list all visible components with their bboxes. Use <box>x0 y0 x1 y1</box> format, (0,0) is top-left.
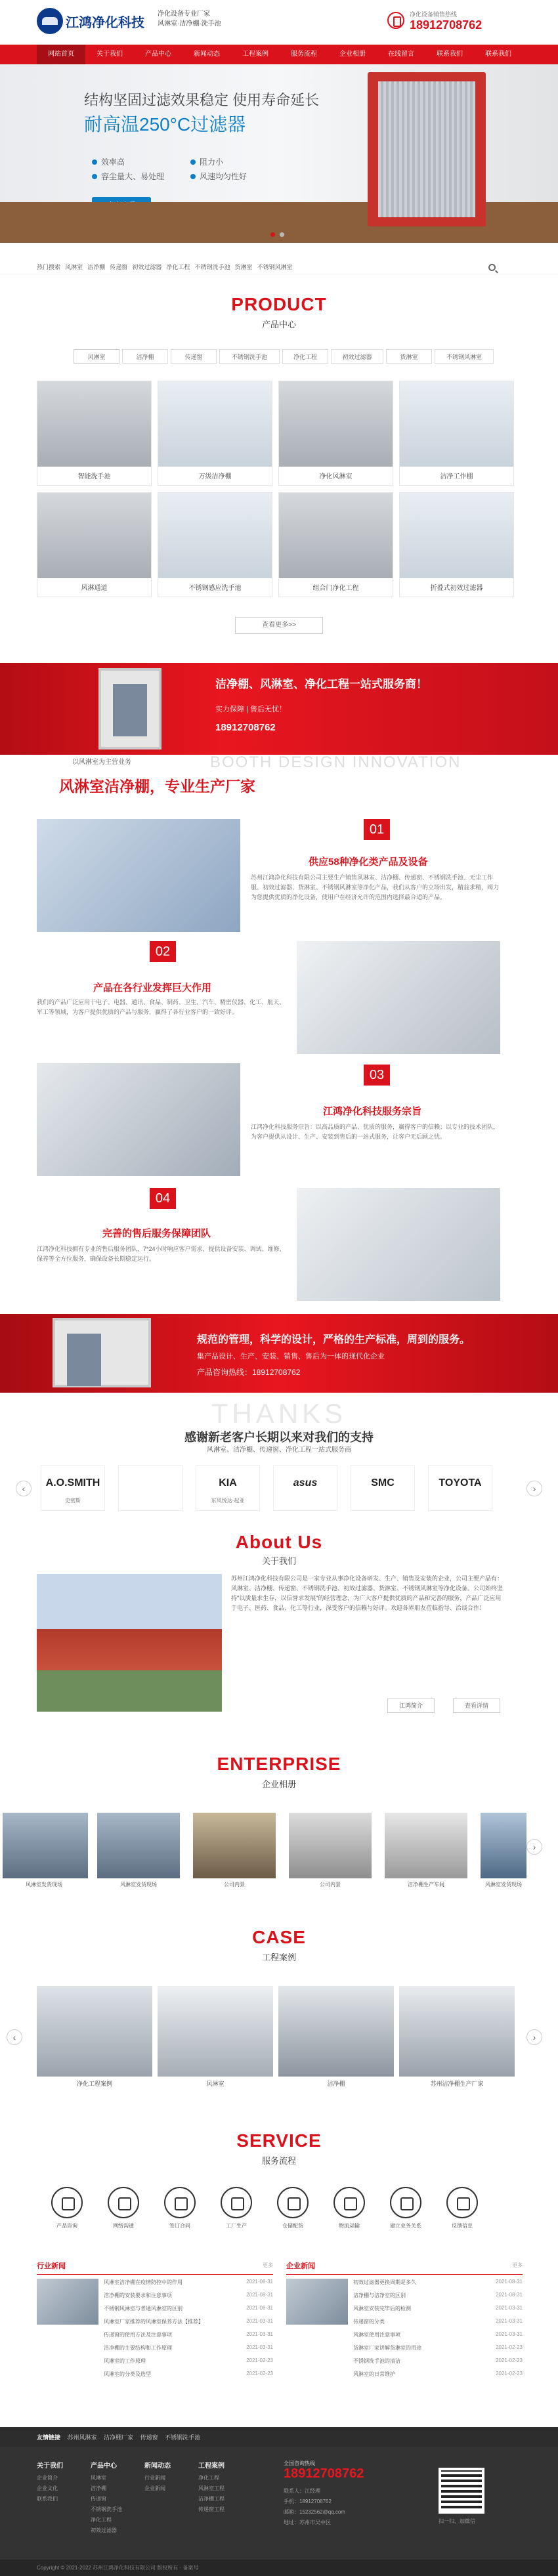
case-subtitle: 工程案例 <box>261 1953 296 1962</box>
company-building-image <box>37 1574 222 1712</box>
main-nav <box>0 45 558 64</box>
filter-media <box>378 81 475 217</box>
about-detail-button[interactable]: 查看详情 <box>453 1699 500 1713</box>
client-logo-card[interactable] <box>196 1465 260 1511</box>
footer-link[interactable]: 传递窗工程 <box>198 2506 225 2512</box>
chevron-right-icon[interactable]: › <box>526 1839 542 1855</box>
chevron-left-icon[interactable]: ‹ <box>7 2029 22 2045</box>
service-step <box>47 2187 87 2233</box>
footer-link[interactable]: 初效过滤器 <box>91 2527 117 2533</box>
hot-tag[interactable]: 传递窗 <box>110 264 128 270</box>
news-right-image[interactable] <box>286 2279 348 2325</box>
feature-image <box>297 941 500 1054</box>
slogan-line-1: 净化设备专业厂家 <box>158 11 210 18</box>
tab-product[interactable]: 净化工程 <box>282 349 328 364</box>
service-title: SERVICE <box>236 2130 322 2151</box>
thanks-subtitle: 风淋室、洁净棚、传递窗、净化工程一站式服务商 <box>207 1446 351 1454</box>
nav-home[interactable]: 网站首页 <box>37 45 85 64</box>
album-caption: 公司内景 <box>320 1882 341 1888</box>
slogan <box>158 9 249 29</box>
feature-title: 产品在各行业发挥巨大作用 <box>93 982 212 994</box>
album-image <box>97 1813 180 1878</box>
booth-title: 风淋室洁净棚，专业生产厂家 <box>59 778 255 795</box>
footer-contact: 联系人：江经理 <box>284 2488 320 2494</box>
tab-product[interactable]: 货淋室 <box>386 349 432 364</box>
nav-news[interactable]: 新闻动态 <box>194 51 220 58</box>
feature-number: 02 <box>150 941 176 962</box>
service-step <box>273 2187 312 2233</box>
nav-contact-2[interactable]: 联系我们 <box>485 51 511 58</box>
product-name: 不锈钢感应洗手池 <box>188 585 242 592</box>
footer-link[interactable]: 企业简介 <box>37 2475 58 2481</box>
booth-english-title: BOOTH DESIGN INNOVATION <box>210 753 461 771</box>
news-item[interactable]: 风淋室洁净棚在疫情防控中的作用 2021-08-31 <box>104 2279 273 2285</box>
friend-link[interactable]: 传递窗 <box>140 2434 158 2441</box>
product-tabs <box>74 349 494 365</box>
album-card[interactable] <box>97 1813 180 1891</box>
service-step <box>217 2187 256 2233</box>
product-image <box>400 493 513 578</box>
footer-col-title[interactable]: 工程案例 <box>198 2462 225 2470</box>
banner-line-2: 耐高温250°C过滤器 <box>84 114 246 135</box>
banner-dot[interactable] <box>280 232 284 237</box>
product-image <box>37 493 151 578</box>
footer-link[interactable]: 企业新闻 <box>144 2485 165 2491</box>
client-name: 史密斯 <box>65 1498 81 1504</box>
nav-message[interactable]: 在线留言 <box>388 51 414 58</box>
footer-link[interactable]: 洁净棚 <box>91 2485 106 2491</box>
hero-banner[interactable] <box>0 64 558 243</box>
handshake-icon <box>390 2187 421 2218</box>
album-card[interactable] <box>385 1813 467 1891</box>
feature-title: 江鸿净化科技服务宗旨 <box>323 1106 422 1117</box>
clean-booth-image <box>53 1318 151 1387</box>
album-image <box>289 1813 372 1878</box>
hot-tag[interactable]: 不锈钢风淋室 <box>257 264 293 270</box>
service-step <box>104 2187 143 2233</box>
album-card[interactable] <box>1 1813 87 1891</box>
album-caption: 洁净棚生产车间 <box>408 1882 444 1888</box>
nav-album[interactable]: 企业相册 <box>339 51 366 58</box>
service-step <box>160 2187 200 2233</box>
factory-icon <box>221 2187 252 2218</box>
footer-link[interactable]: 行业新闻 <box>144 2475 165 2481</box>
service-step-label: 网络沟通 <box>113 2223 134 2229</box>
feature-text: 我们的产品广泛应用于电子、电器、通讯、食品、制药、卫生、汽车、精密仪器、化工、航天、军工等领域，为客户提供优质的产品与服务，赢得了各行业客户的一致好评。 <box>37 999 286 1015</box>
news-left-title: 行业新闻 <box>37 2262 66 2270</box>
booth-subtitle: 以风淋室为主营业务 <box>72 759 131 766</box>
case-caption: 洁净棚 <box>327 2080 345 2087</box>
client-logo: SMC <box>371 1477 395 1489</box>
news-item[interactable]: 洁净棚与洁净室的区别 2021-08-31 <box>353 2292 523 2298</box>
friend-links-bar <box>0 2427 558 2447</box>
promo-headline: 洁净棚、风淋室、净化工程一站式服务商！ <box>215 678 427 690</box>
footer-link[interactable]: 不锈钢洗手池 <box>91 2506 122 2512</box>
footer-link[interactable]: 净化工程 <box>91 2517 112 2523</box>
feature-title: 供应58种净化类产品及设备 <box>309 856 428 868</box>
chat-icon <box>108 2187 139 2218</box>
album-caption: 风淋室发货现场 <box>26 1882 62 1888</box>
thanks-english: THANKS <box>211 1398 347 1429</box>
product-image <box>158 493 272 578</box>
consult-icon <box>51 2187 83 2218</box>
friend-link[interactable]: 洁净棚厂家 <box>104 2434 134 2441</box>
news-item[interactable]: 传递窗的使用方法及注意事项 2021-03-31 <box>104 2331 273 2338</box>
product-card[interactable] <box>278 492 393 597</box>
album-image <box>385 1813 467 1878</box>
product-card[interactable] <box>278 381 393 486</box>
news-left-more[interactable]: 更多 <box>263 2262 273 2268</box>
news-item[interactable]: 洁净棚的主要结构和工作原理 2021-03-31 <box>104 2344 273 2351</box>
product-name: 万级洁净棚 <box>198 473 232 480</box>
client-logo: KIA <box>219 1477 237 1489</box>
bullet-icon <box>92 174 97 179</box>
product-name: 风淋通道 <box>81 585 108 592</box>
client-logo-card[interactable] <box>273 1465 337 1511</box>
hot-tag[interactable]: 风淋室 <box>65 264 83 270</box>
product-card[interactable] <box>399 381 514 486</box>
news-item[interactable]: 风淋室的分类及选型 2021-02-23 <box>104 2371 273 2377</box>
product-image <box>37 381 151 467</box>
banner-line-1: 结构坚固过滤效果稳定 使用寿命延长 <box>84 92 320 108</box>
client-logo: asus <box>293 1477 318 1489</box>
footer-hotline: 18912708762 <box>284 2466 364 2481</box>
album-caption: 公司内景 <box>224 1882 245 1888</box>
warehouse-icon <box>277 2187 309 2218</box>
truck-icon <box>333 2187 365 2218</box>
news-right-header <box>286 2260 523 2275</box>
footer-col-title[interactable]: 关于我们 <box>37 2462 63 2470</box>
bullet-icon <box>190 159 196 165</box>
promo-subline: 实力保障 | 售后无忧！ <box>215 706 286 713</box>
product-card[interactable] <box>158 381 272 486</box>
footer-link[interactable]: 风淋室 <box>91 2475 106 2481</box>
album-image <box>193 1813 276 1878</box>
client-logo: A.O.SMITH <box>45 1477 100 1489</box>
bullet-icon <box>92 159 97 165</box>
tab-product[interactable]: 不锈钢洗手池 <box>219 349 280 364</box>
product-card[interactable] <box>399 492 514 597</box>
hotline-number: 18912708762 <box>410 18 483 32</box>
service-step-label: 仓储配货 <box>282 2223 303 2229</box>
product-image <box>158 381 272 467</box>
feature-image <box>297 1188 500 1301</box>
product-card[interactable] <box>37 492 152 597</box>
case-image <box>278 1986 394 2077</box>
service-step <box>330 2187 369 2233</box>
friend-links-label: 友情链接 <box>37 2434 61 2441</box>
product-image <box>279 381 393 467</box>
service-step-label: 工厂生产 <box>226 2223 247 2229</box>
case-image <box>158 1986 273 2077</box>
service-step-label: 产品咨询 <box>56 2223 77 2229</box>
case-card[interactable] <box>399 1986 515 2091</box>
case-caption: 苏州洁净棚生产厂家 <box>430 2080 484 2087</box>
album-image <box>481 1813 526 1878</box>
contract-icon <box>164 2187 196 2218</box>
logo-icon[interactable] <box>37 8 63 34</box>
banner-dot-active[interactable] <box>270 232 275 237</box>
feature-number: 04 <box>150 1188 176 1209</box>
news-left-header <box>37 2260 273 2275</box>
service-step <box>442 2187 482 2233</box>
feature-text: 江鸿净化科技拥有专业的售后服务团队，7*24小时响应客户需求，提供设备安装、调试、维修、保养等全方位服务，确保设备长期稳定运行。 <box>37 1246 286 1262</box>
feature-number: 03 <box>364 1065 390 1086</box>
friend-link[interactable]: 不锈钢洗手池 <box>165 2434 201 2441</box>
enterprise-subtitle: 企业相册 <box>261 1779 296 1789</box>
hot-tag[interactable]: 初效过滤器 <box>132 264 162 270</box>
copyright: Copyright © 2021-2022 苏州江鸿净化科技有限公司 版权所有 · 备案号 <box>0 2560 558 2576</box>
case-image <box>399 1986 515 2077</box>
album-card[interactable] <box>193 1813 276 1891</box>
footer-contact: 手机：18912708762 <box>284 2499 332 2504</box>
client-name: 东风悦达·起亚 <box>211 1498 245 1504</box>
album-card[interactable] <box>481 1813 526 1891</box>
site-header <box>0 0 558 45</box>
slogan-line-2: 风淋室·洁净棚·洗手池 <box>158 20 221 28</box>
footer-hotline-label: 全国咨询热线 <box>284 2460 315 2466</box>
hot-tag[interactable]: 洁净棚 <box>87 264 106 270</box>
case-card[interactable] <box>278 1986 394 2091</box>
case-card[interactable] <box>37 1986 152 2091</box>
feature-image <box>37 1063 240 1176</box>
footer-link[interactable]: 联系我们 <box>37 2496 58 2502</box>
case-title: CASE <box>252 1927 306 1947</box>
tab-product[interactable]: 传递窗 <box>171 349 217 364</box>
album-image <box>3 1813 88 1878</box>
nav-cases[interactable]: 工程案例 <box>242 51 268 58</box>
air-shower-image <box>98 668 161 750</box>
product-name: 智能洗手池 <box>77 473 111 480</box>
tab-product[interactable]: 风淋室 <box>74 349 119 364</box>
case-image <box>37 1986 152 2077</box>
search-icon[interactable] <box>488 264 496 271</box>
nav-service[interactable]: 服务流程 <box>291 51 317 58</box>
promo-phone: 18912708762 <box>215 722 276 733</box>
values-subline: 集产品设计、生产、安装、销售、售后为一体的现代化企业 <box>197 1353 385 1361</box>
service-subtitle: 服务流程 <box>261 2156 296 2166</box>
news-item[interactable]: 洁净棚的安装要求和注意事项 2021-08-31 <box>104 2292 273 2298</box>
values-headline: 规范的管理，科学的设计，严格的生产标准，周到的服务。 <box>197 1334 471 1345</box>
nav-contact[interactable]: 联系我们 <box>437 51 463 58</box>
service-step-label: 建立业务关系 <box>390 2223 421 2229</box>
service-step-label: 反馈信息 <box>452 2223 473 2229</box>
tab-product[interactable]: 不锈钢风淋室 <box>435 349 494 364</box>
banner-feature: 容尘量大、易处理 <box>92 171 164 182</box>
client-logo-card[interactable] <box>118 1465 182 1511</box>
footer-link[interactable]: 净化工程 <box>198 2475 219 2481</box>
feedback-icon <box>446 2187 478 2218</box>
qr-caption: 扫一扫，加微信 <box>439 2518 475 2524</box>
service-step-label: 物流运输 <box>339 2223 360 2229</box>
product-subtitle: 产品中心 <box>261 320 296 329</box>
news-right-more[interactable]: 更多 <box>512 2262 523 2268</box>
case-card[interactable] <box>158 1986 273 2091</box>
footer-link[interactable]: 传递窗 <box>91 2496 106 2502</box>
banner-feature: 阻力小 <box>190 156 223 167</box>
logo-name[interactable]: 江鸿净化科技 <box>66 16 144 30</box>
client-logo-card[interactable] <box>428 1465 492 1511</box>
about-subtitle: 关于我们 <box>261 1556 296 1566</box>
product-name: 净化风淋室 <box>319 473 353 480</box>
banner-feature: 风速均匀性好 <box>190 171 247 182</box>
hot-tag[interactable]: 净化工程 <box>166 264 190 270</box>
news-item[interactable]: 风淋室的工作原理 2021-02-23 <box>104 2357 273 2364</box>
feature-text: 苏州江鸿净化科技有限公司主要生产销售风淋室、洁净棚、传递窗、不锈钢洗手池、无尘工作服、初效过滤器、货淋室、不锈钢风淋室等净化产品，我们从客户的立场出发，精益求精，竭力为您提供优质的净化设备，使用户在经济允许的范围内选择最合适的产品。 <box>251 874 500 900</box>
news-item[interactable]: 不锈钢洗手池的清洁 2021-02-23 <box>353 2357 523 2364</box>
footer-link[interactable]: 洁净棚工程 <box>198 2496 225 2502</box>
tab-product[interactable]: 洁净棚 <box>122 349 168 364</box>
case-caption: 净化工程案例 <box>76 2080 112 2087</box>
thanks-title: 感谢新老客户长期以来对我们的支持 <box>184 1431 374 1444</box>
about-intro-button[interactable]: 江鸿简介 <box>387 1699 435 1713</box>
news-item[interactable]: 风淋室安装完毕后的检测 2021-03-31 <box>353 2305 523 2312</box>
news-item[interactable]: 风淋室厂家推荐的风淋室保养方法【推荐】 2021-03-31 <box>104 2318 273 2325</box>
values-phone: 产品咨询热线：18912708762 <box>197 1368 301 1377</box>
enterprise-title: ENTERPRISE <box>217 1754 341 1774</box>
footer-contact: 邮箱：15232562@qq.com <box>284 2509 345 2515</box>
product-image <box>279 493 393 578</box>
product-name: 折叠式初效过滤器 <box>430 585 483 592</box>
product-card[interactable] <box>158 492 272 597</box>
hot-search-bar <box>0 259 558 274</box>
news-item[interactable]: 风淋室的日常维护 2021-02-23 <box>353 2371 523 2377</box>
footer-link[interactable]: 风淋室工程 <box>198 2485 225 2491</box>
product-card[interactable] <box>37 381 152 486</box>
chevron-right-icon[interactable]: › <box>526 2029 542 2045</box>
album-caption: 风淋室发货现场 <box>485 1882 522 1888</box>
nav-products[interactable]: 产品中心 <box>145 51 171 58</box>
client-logo-card[interactable] <box>351 1465 415 1511</box>
hot-tag[interactable]: 不锈钢洗手池 <box>194 264 230 270</box>
hot-tag[interactable]: 货淋室 <box>234 264 253 270</box>
hot-search-label: 热门搜索 <box>37 264 61 270</box>
album-caption: 风淋室发货现场 <box>120 1882 157 1888</box>
hotline-label: 净化设备销售热线 <box>410 11 458 18</box>
nav-about[interactable]: 关于我们 <box>97 51 123 58</box>
news-left-image[interactable] <box>37 2279 98 2325</box>
tab-product[interactable]: 初效过滤器 <box>331 349 383 364</box>
feature-image <box>37 819 240 932</box>
feature-number: 01 <box>364 819 390 840</box>
product-name: 组合门净化工程 <box>312 585 359 592</box>
news-item[interactable]: 不锈钢风淋室与普通风淋室的区别 2021-08-31 <box>104 2305 273 2312</box>
news-item[interactable]: 传递窗的分类 2021-03-31 <box>353 2318 523 2325</box>
album-card[interactable] <box>289 1813 372 1891</box>
product-image <box>400 381 513 467</box>
service-step-label: 签订合同 <box>169 2223 190 2229</box>
footer-link[interactable]: 企业文化 <box>37 2485 58 2491</box>
product-name: 洁净工作棚 <box>440 473 473 480</box>
footer-col-title[interactable]: 产品中心 <box>91 2462 117 2470</box>
client-logo-card[interactable] <box>41 1465 105 1511</box>
feature-title: 完善的售后服务保障团队 <box>102 1228 211 1239</box>
about-text: 苏州江鸿净化科技有限公司是一家专业从事净化设备研发、生产、销售及安装的企业，公司主要产品有：风淋室、洁净棚、传递窗、不锈钢洗手池、初效过滤器、货淋室、不锈钢风淋室等净化设备。公司始终坚持"以质量求生存，以信誉求发展"的经营理念，为广大客户提供优质的产品和完善的服务，产品广泛应用于电子、医药、食品、化工等行业，深受客户的信赖与好评。欢迎各界朋友莅临指导、洽谈合作！ <box>231 1575 504 1611</box>
feature-text: 江鸿净化科技服务宗旨：以高品质的产品、优质的服务，赢得客户的信赖；以专业的技术团队，为客户提供从设计、生产、安装到售后的一站式服务，让客户无后顾之忧。 <box>251 1124 500 1140</box>
product-more-button[interactable]: 查看更多>> <box>235 617 323 634</box>
case-caption: 风淋室 <box>206 2080 225 2087</box>
friend-link[interactable]: 苏州风淋室 <box>67 2434 97 2441</box>
banner-feature: 效率高 <box>92 156 125 167</box>
chevron-right-icon[interactable]: › <box>526 1481 542 1496</box>
chevron-left-icon[interactable]: ‹ <box>16 1481 32 1496</box>
footer-contact: 地址：苏州市吴中区 <box>284 2520 331 2525</box>
client-logo: TOYOTA <box>439 1477 482 1489</box>
phone-icon <box>387 12 404 29</box>
wechat-qr-code <box>439 2468 484 2514</box>
about-title: About Us <box>235 1532 323 1552</box>
product-title: PRODUCT <box>231 294 327 314</box>
news-right-title: 企业新闻 <box>286 2262 315 2270</box>
news-item[interactable]: 初效过滤器更换周期是多久 2021-08-31 <box>353 2279 523 2285</box>
service-step <box>386 2187 425 2233</box>
news-item[interactable]: 风淋室使用注意事项 2021-03-31 <box>353 2331 523 2338</box>
footer-col-title[interactable]: 新闻动态 <box>144 2462 171 2470</box>
news-item[interactable]: 货淋室厂家讲解货淋室的用途 2021-02-23 <box>353 2344 523 2351</box>
bullet-icon <box>190 174 196 179</box>
